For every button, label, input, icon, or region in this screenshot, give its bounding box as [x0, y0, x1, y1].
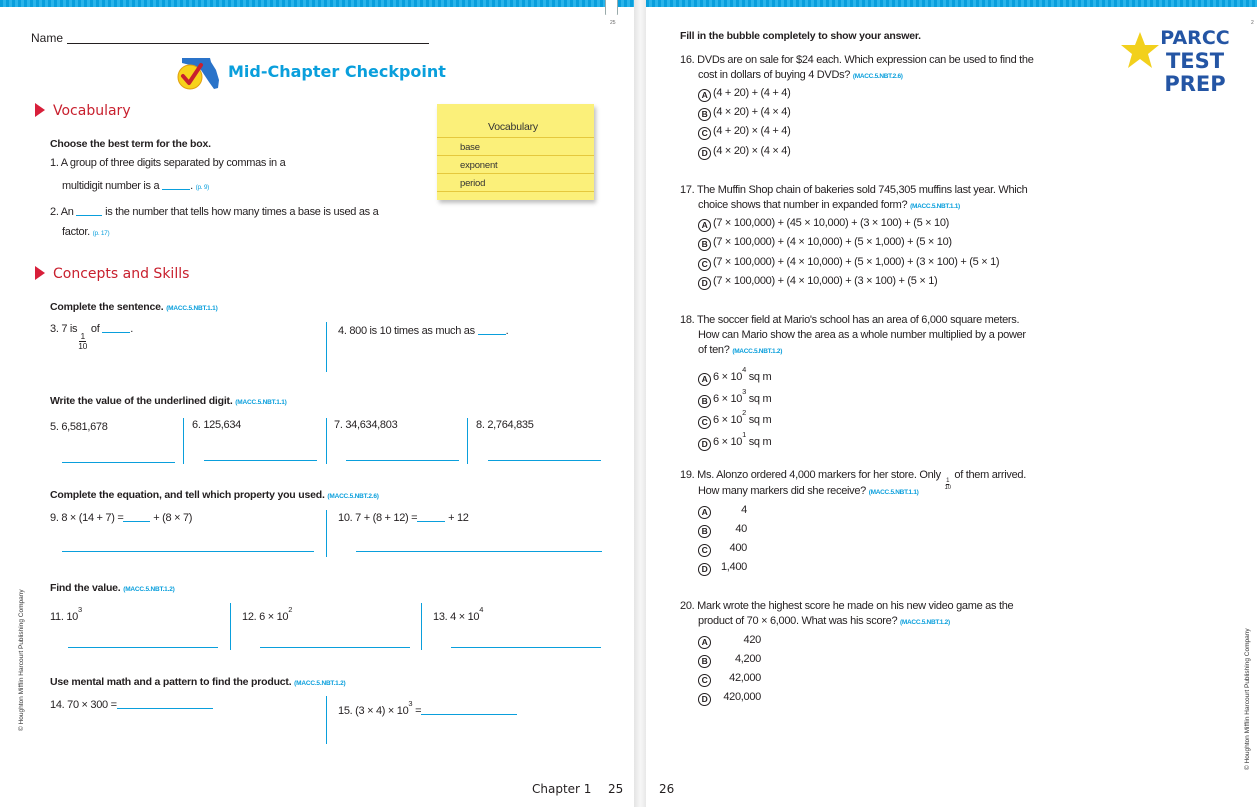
- logo-line: PARCC: [1160, 27, 1230, 49]
- q8: 8. 2,764,835: [476, 419, 534, 431]
- option-text: 40: [735, 523, 747, 535]
- q20-option[interactable]: [698, 672, 761, 687]
- top-band-left: [0, 0, 634, 7]
- answer-bubble[interactable]: D: [698, 147, 711, 160]
- vocabulary-heading: [35, 103, 131, 119]
- florida-check-icon: [174, 52, 222, 95]
- answer-bubble[interactable]: C: [698, 416, 711, 429]
- q18-line1: 18. The soccer field at Mario's school has an area of 6,000 square meters.: [680, 314, 1020, 326]
- option-text: 420: [743, 634, 761, 646]
- instruction-complete-sentence: [50, 301, 218, 313]
- answer-bubble[interactable]: D: [698, 693, 711, 706]
- name-label: Name: [31, 31, 64, 45]
- q12-answer-line[interactable]: [260, 647, 410, 648]
- option-exponent: 3: [742, 387, 746, 396]
- q14-answer-blank[interactable]: [117, 699, 213, 709]
- instruction-text: Find the value.: [50, 582, 121, 594]
- standard-code-text: MACC.5.NBT.1.1: [237, 399, 285, 406]
- q9-answer-blank[interactable]: [123, 512, 150, 522]
- q13: [433, 605, 483, 623]
- q20-line2: [698, 615, 950, 627]
- q8-answer-line[interactable]: [488, 460, 601, 461]
- q13-text: 13. 4 × 10: [433, 611, 480, 623]
- divider: [467, 418, 468, 464]
- option-unit: sq m: [748, 371, 772, 383]
- q15-text: 15. (3 × 4) × 10: [338, 705, 409, 717]
- parcc-logo: [1155, 27, 1235, 96]
- fraction-numerator: 1: [80, 331, 85, 341]
- standard-code: (MACC.5.NBT.1.1): [910, 203, 960, 210]
- answer-bubble[interactable]: B: [698, 655, 711, 668]
- option-text: (7 × 100,000) + (4 × 10,000) + (5 × 1,000) + (5 × 10): [713, 236, 952, 248]
- q20-text: product of 70 × 6,000. What was his score?: [698, 615, 898, 627]
- standard-code-text: MACC.5.NBT.1.2: [125, 586, 173, 593]
- logo-line: TEST: [1165, 49, 1225, 73]
- page-title: Mid-Chapter Checkpoint: [228, 62, 446, 81]
- answer-bubble[interactable]: B: [698, 395, 711, 408]
- q9-text-end: + (8 × 7): [153, 512, 193, 524]
- q1-answer-blank[interactable]: [162, 180, 190, 190]
- q4: 4. 800 is 10 times as much as .: [338, 325, 509, 337]
- q18-option[interactable]: [698, 408, 771, 429]
- answer-bubble[interactable]: A: [698, 89, 711, 102]
- q17-option[interactable]: [698, 275, 937, 290]
- option-exponent: 4: [742, 365, 746, 374]
- standard-code-text: MACC.5.NBT.2.6: [854, 73, 901, 80]
- q10-text-end: + 12: [448, 512, 469, 524]
- q2-start: 2. An: [50, 206, 74, 218]
- option-text: (7 × 100,000) + (45 × 10,000) + (3 × 100) + (5 × 10): [713, 217, 950, 229]
- top-band-right: [646, 0, 1257, 7]
- q11: [50, 605, 82, 623]
- instruction-complete-equation: [50, 489, 379, 501]
- divider: [326, 696, 327, 744]
- option-text: 4: [741, 504, 747, 516]
- q17-text: choice shows that number in expanded form?: [698, 199, 908, 211]
- q12: [242, 605, 292, 623]
- q15-answer-blank[interactable]: [421, 705, 517, 715]
- q9-property-line[interactable]: [62, 551, 314, 552]
- standard-code: (MACC.5.NBT.1.1): [868, 489, 919, 496]
- q19-option[interactable]: [698, 542, 747, 557]
- fraction-numerator: 1: [946, 478, 950, 484]
- vocab-term: period: [460, 178, 486, 189]
- option-unit: sq m: [748, 393, 772, 405]
- option-text: (4 + 20) × (4 + 4): [713, 125, 791, 137]
- right-header-page-num: 2: [1251, 20, 1254, 26]
- q15-equals: =: [415, 705, 422, 717]
- option-text: 420,000: [723, 691, 761, 703]
- q3-text-end: of: [90, 323, 100, 335]
- standard-code: (MACC.5.NBT.1.1): [235, 399, 287, 406]
- q3-answer-blank[interactable]: [102, 323, 130, 333]
- option-text: 42,000: [729, 672, 761, 684]
- q19-line2: [698, 485, 919, 497]
- fraction-denominator: 10: [78, 341, 88, 351]
- concepts-heading-text: Concepts and Skills: [53, 266, 190, 282]
- q3-text: 3. 7 is: [50, 323, 78, 335]
- q7: 7. 34,634,803: [334, 419, 398, 431]
- divider: [183, 418, 184, 464]
- q12-exponent: 2: [288, 605, 293, 614]
- q18-line2: How can Mario show the area as a whole number multiplied by a power: [698, 329, 1026, 341]
- q11-exponent: 3: [77, 605, 82, 614]
- answer-bubble[interactable]: A: [698, 373, 711, 386]
- footer-page-left: 25: [608, 782, 624, 796]
- q19-option[interactable]: [698, 561, 747, 576]
- q20-option[interactable]: [698, 653, 761, 668]
- q12-text: 12. 6 × 10: [242, 611, 289, 623]
- option-text: 6 × 10: [713, 393, 743, 405]
- answer-bubble[interactable]: B: [698, 108, 711, 121]
- footer-page-right: 26: [659, 782, 675, 796]
- standard-code: (MACC.5.NBT.2.6): [327, 493, 379, 500]
- option-text: (7 × 100,000) + (4 × 10,000) + (5 × 1,000) + (3 × 100) + (5 × 1): [713, 256, 1000, 268]
- q18-option[interactable]: [698, 365, 771, 386]
- q14: [50, 699, 213, 711]
- q20-option[interactable]: [698, 691, 761, 706]
- instruction-mental-math: [50, 676, 346, 688]
- q3-fraction: [78, 332, 87, 351]
- divider: [326, 322, 327, 372]
- vocabulary-box: [437, 104, 594, 200]
- option-unit: sq m: [748, 436, 772, 448]
- q2-answer-blank[interactable]: [76, 206, 102, 216]
- instruction-text: Complete the equation, and tell which property you used.: [50, 489, 325, 501]
- option-unit: sq m: [748, 414, 772, 426]
- q15: [338, 699, 517, 717]
- standard-code-text: MACC.5.NBT.1.1: [870, 489, 917, 496]
- q10: [338, 512, 469, 524]
- right-copyright: © Houghton Mifflin Harcourt Publishing Company: [1244, 628, 1251, 770]
- answer-bubble[interactable]: C: [698, 127, 711, 140]
- q13-answer-line[interactable]: [451, 647, 601, 648]
- q9-text: 9. 8 × (14 + 7) =: [50, 512, 124, 524]
- q10-answer-blank[interactable]: [417, 512, 445, 522]
- q19-option[interactable]: [698, 523, 747, 538]
- vocab-term: base: [460, 142, 480, 153]
- q19-option[interactable]: [698, 504, 747, 519]
- q19-text-end: of them arrived.: [954, 469, 1027, 481]
- instruction-text: Write the value of the underlined digit.: [50, 395, 233, 407]
- option-text: 400: [729, 542, 747, 554]
- answer-bubble[interactable]: C: [698, 544, 711, 557]
- option-exponent: 1: [742, 430, 746, 439]
- answer-bubble[interactable]: B: [698, 525, 711, 538]
- option-text: 6 × 10: [713, 371, 743, 383]
- answer-bubble[interactable]: D: [698, 563, 711, 576]
- q15-exponent: 3: [408, 699, 413, 708]
- q1-page-ref: (p. 9): [195, 184, 209, 191]
- option-text: (4 + 20) + (4 + 4): [713, 87, 791, 99]
- standard-code: (MACC.5.NBT.1.2): [900, 619, 950, 626]
- option-text: 6 × 10: [713, 414, 743, 426]
- instruction-find-value: [50, 582, 175, 594]
- standard-code-text: MACC.5.NBT.1.1: [168, 305, 216, 312]
- q5-answer-line[interactable]: [62, 462, 175, 463]
- q6: 6. 125,634: [192, 419, 241, 431]
- q2-end: factor.: [62, 226, 90, 238]
- q5: 5. 6,581,678: [50, 421, 108, 433]
- answer-bubble[interactable]: C: [698, 674, 711, 687]
- q20-option[interactable]: [698, 634, 761, 649]
- divider: [230, 603, 231, 650]
- q7-answer-line[interactable]: [346, 460, 459, 461]
- q4-text: 4. 800 is 10 times as much as: [338, 325, 475, 337]
- page-gutter: [634, 0, 646, 807]
- q18-text: of ten?: [698, 344, 730, 356]
- q10-text: 10. 7 + (8 + 12) =: [338, 512, 418, 524]
- q17-line2: [698, 199, 960, 211]
- q1-line2: multidigit number is a . (p. 9): [62, 180, 209, 192]
- left-copyright: © Houghton Mifflin Harcourt Publishing Company: [18, 589, 25, 731]
- answer-bubble[interactable]: D: [698, 438, 711, 451]
- standard-code: (MACC.5.NBT.1.2): [294, 680, 346, 687]
- divider: [326, 418, 327, 464]
- option-text: 6 × 10: [713, 436, 743, 448]
- q2-text: is the number that tells how many times a base is used as a: [105, 206, 379, 218]
- q16-line2: [698, 69, 903, 81]
- answer-bubble[interactable]: B: [698, 238, 711, 251]
- fraction-denominator: 10: [944, 485, 951, 491]
- option-text: 1,400: [720, 561, 747, 573]
- q1-line1: 1. A group of three digits separated by commas in a: [50, 157, 286, 169]
- q2-line2: [62, 226, 109, 238]
- instruction-text: Complete the sentence.: [50, 301, 164, 313]
- standard-code-text: MACC.5.NBT.1.2: [296, 680, 344, 687]
- q2-page-ref: (p. 17): [92, 230, 110, 237]
- q17-option[interactable]: [698, 217, 949, 232]
- triangle-bullet-icon: [35, 266, 45, 280]
- name-line[interactable]: [67, 43, 429, 44]
- q17-option[interactable]: [698, 236, 952, 251]
- q19-fraction: [945, 478, 951, 491]
- vocabulary-heading-text: Vocabulary: [53, 103, 131, 119]
- instruction-underlined-digit: [50, 395, 287, 407]
- left-header-page-num: 25: [610, 20, 616, 26]
- standard-code-text: MACC.5.NBT.2.6: [329, 493, 377, 500]
- q6-answer-line[interactable]: [204, 460, 317, 461]
- answer-bubble[interactable]: C: [698, 258, 711, 271]
- option-text: (4 × 20) + (4 × 4): [713, 106, 791, 118]
- q18-option[interactable]: [698, 387, 771, 408]
- q16-option[interactable]: [698, 125, 790, 140]
- concepts-heading: [35, 266, 189, 282]
- option-exponent: 2: [742, 408, 746, 417]
- instruction-text: Use mental math and a pattern to find the product.: [50, 676, 292, 688]
- standard-code-text: MACC.5.NBT.1.2: [901, 619, 948, 626]
- answer-bubble[interactable]: A: [698, 506, 711, 519]
- standard-code: (MACC.5.NBT.1.2): [732, 348, 783, 355]
- standard-code: (MACC.5.NBT.1.1): [166, 305, 218, 312]
- q11-answer-line[interactable]: [68, 647, 218, 648]
- q9: [50, 512, 192, 524]
- q16-option[interactable]: [698, 87, 790, 102]
- q10-property-line[interactable]: [356, 551, 602, 552]
- q2-line1: [50, 206, 378, 218]
- footer-chapter: Chapter 1: [532, 782, 592, 796]
- q13-exponent: 4: [479, 605, 484, 614]
- vocab-instruction: Choose the best term for the box.: [50, 138, 211, 150]
- q17-line1: 17. The Muffin Shop chain of bakeries sold 745,305 muffins last year. Which: [680, 184, 1028, 196]
- q20-line1: 20. Mark wrote the highest score he made on his new video game as the: [680, 600, 1014, 612]
- option-text: 4,200: [734, 653, 761, 665]
- q16-text: cost in dollars of buying 4 DVDs?: [698, 69, 851, 81]
- standard-code: (MACC.5.NBT.2.6): [852, 73, 903, 80]
- standard-code-text: MACC.5.NBT.1.1: [912, 203, 959, 210]
- answer-bubble[interactable]: A: [698, 219, 711, 232]
- answer-bubble[interactable]: D: [698, 277, 711, 290]
- divider: [421, 603, 422, 650]
- q16-option[interactable]: [698, 145, 790, 160]
- q3: 3. 7 is $\frac{1}{10}$ of .: [50, 323, 133, 351]
- q1-text: multidigit number is a: [62, 180, 160, 192]
- q17-option[interactable]: [698, 256, 999, 271]
- q11-text: 11. 10: [50, 611, 78, 623]
- bubble-instruction: Fill in the bubble completely to show your answer.: [680, 30, 921, 42]
- q14-text: 14. 70 × 300 =: [50, 699, 117, 711]
- answer-bubble[interactable]: A: [698, 636, 711, 649]
- star-icon: [1120, 30, 1160, 73]
- bookmark-ribbon-icon: [605, 0, 618, 15]
- q16-option[interactable]: [698, 106, 790, 121]
- standard-code: (MACC.5.NBT.1.2): [123, 586, 175, 593]
- q18-line3: [698, 344, 782, 356]
- option-text: (4 × 20) × (4 × 4): [713, 145, 791, 157]
- divider: [326, 510, 327, 557]
- vocab-term: exponent: [460, 160, 498, 171]
- option-text: (7 × 100,000) + (4 × 10,000) + (3 × 100) + (5 × 1): [713, 275, 938, 287]
- vocab-box-title: Vocabulary: [488, 121, 538, 133]
- q19-text: 19. Ms. Alonzo ordered 4,000 markers for her store. Only: [680, 469, 941, 481]
- q19-text: How many markers did she receive?: [698, 485, 867, 497]
- q18-option[interactable]: [698, 430, 771, 451]
- q4-answer-blank[interactable]: [478, 325, 506, 335]
- standard-code-text: MACC.5.NBT.1.2: [734, 348, 781, 355]
- q16-line1: 16. DVDs are on sale for $24 each. Which expression can be used to find the: [680, 54, 1034, 66]
- logo-line: PREP: [1164, 72, 1226, 96]
- triangle-bullet-icon: [35, 103, 45, 117]
